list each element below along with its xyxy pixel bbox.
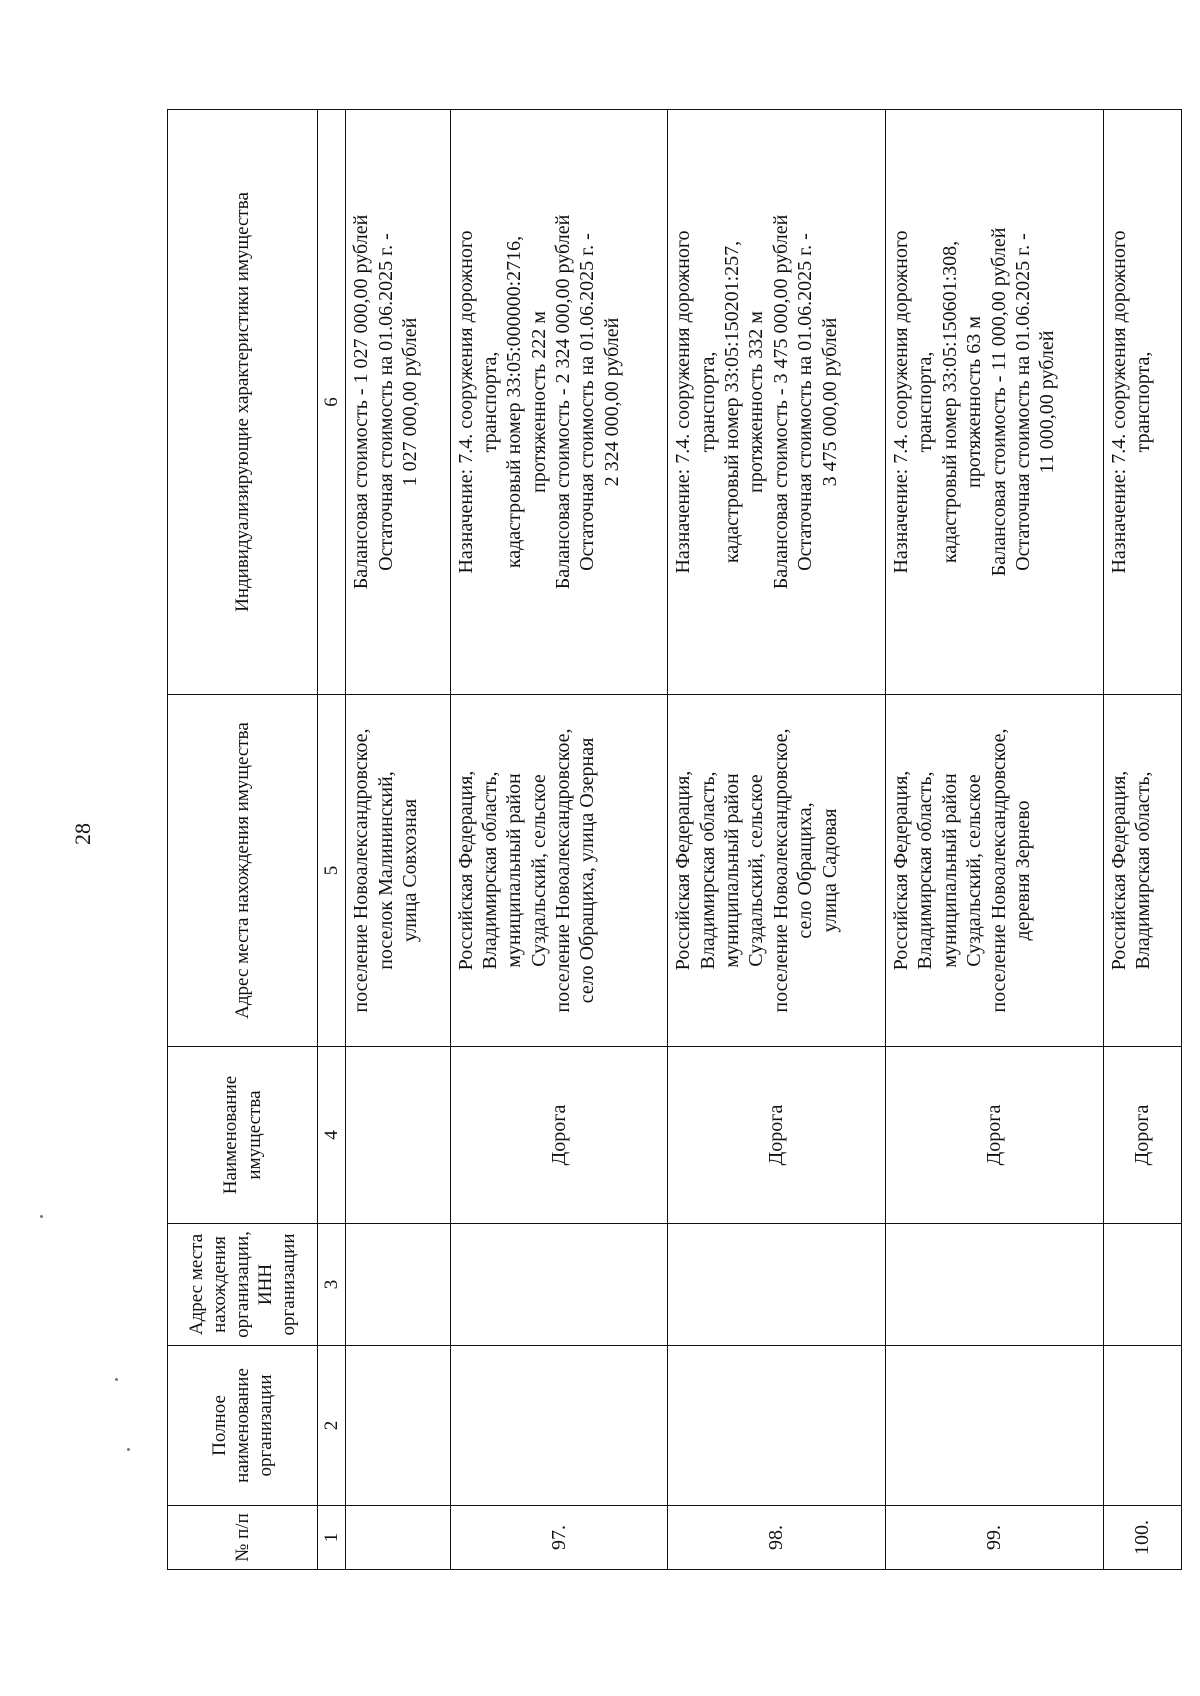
address-line: поселение Новоалександровское, — [552, 728, 575, 1013]
property-address-cell — [1103, 695, 1181, 1047]
header-property-address: Адрес места нахождения имущества — [168, 695, 318, 1047]
characteristics-line: Балансовая стоимость - 11 000,00 рублей — [987, 227, 1010, 577]
scan-speck — [127, 1448, 130, 1451]
address-line: поселок Малининский, — [374, 771, 397, 970]
column-number: 3 — [318, 1224, 346, 1346]
address-line: Суздальский, сельское — [745, 774, 768, 967]
row-number: 100. — [1103, 1506, 1181, 1570]
row-number: 97. — [450, 1506, 668, 1570]
org-address-cell — [885, 1224, 1103, 1346]
property-name-cell: Дорога — [1103, 1047, 1181, 1224]
address-line: Российская Федерация, — [1107, 770, 1130, 971]
characteristics-line: 3 475 000,00 рублей — [818, 317, 841, 487]
address-line: Владимирская область, — [914, 771, 937, 970]
characteristics-line: протяженность 222 м — [527, 311, 550, 493]
characteristics-line: 2 324 000,00 рублей — [600, 317, 623, 487]
property-address-cell — [885, 695, 1103, 1047]
characteristics-line: транспорта, — [1132, 351, 1155, 453]
scan-speck — [115, 1378, 118, 1381]
characteristics-line: Остаточная стоимость на 01.06.2025 г. - — [374, 233, 397, 571]
characteristics-cell — [885, 110, 1103, 695]
address-line: муниципальный район — [503, 773, 526, 968]
header-property-name: Наименование имущества — [168, 1047, 318, 1224]
header-org-name: Полное наименование организации — [168, 1346, 318, 1506]
property-address-cell — [346, 695, 450, 1047]
characteristics-line: Назначение: 7.4. сооружения дорожного — [1107, 230, 1130, 574]
characteristics-line: транспорта, — [478, 351, 501, 453]
address-line: Суздальский, сельское — [963, 774, 986, 967]
address-line: улица Садовая — [818, 808, 841, 933]
org-address-cell — [1103, 1224, 1181, 1346]
header-num: № п/п — [168, 1506, 318, 1570]
property-table — [167, 109, 1182, 1570]
characteristics-line: Назначение: 7.4. сооружения дорожного — [454, 230, 477, 574]
org-name-cell — [450, 1346, 668, 1506]
address-line: Владимирская область, — [478, 771, 501, 970]
address-line: село Обращиха, улица Озерная — [576, 737, 599, 1004]
characteristics-line: Остаточная стоимость на 01.06.2025 г. - — [576, 233, 599, 571]
property-name-cell — [346, 1047, 450, 1224]
property-name-cell: Дорога — [668, 1047, 886, 1224]
org-name-cell — [668, 1346, 886, 1506]
characteristics-line: Балансовая стоимость - 3 475 000,00 рублей — [769, 214, 792, 590]
org-address-cell — [668, 1224, 886, 1346]
table-row — [668, 110, 886, 1570]
address-line: поселение Новоалександровское, — [987, 728, 1010, 1013]
column-number-row — [318, 110, 346, 1570]
property-name-cell: Дорога — [450, 1047, 668, 1224]
address-line: поселение Новоалександровское, — [350, 728, 373, 1013]
scan-speck — [40, 1215, 43, 1218]
characteristics-line: кадастровый номер 33:05:150601:308, — [938, 240, 961, 564]
characteristics-line: кадастровый номер 33:05:000000:2716, — [503, 235, 526, 569]
column-number: 1 — [318, 1506, 346, 1570]
header-org-address: Адрес места нахождения организации, ИНН организации — [168, 1224, 318, 1346]
characteristics-line: Балансовая стоимость - 1 027 000,00 рублей — [350, 214, 373, 590]
table-row — [885, 110, 1103, 1570]
characteristics-line: Остаточная стоимость на 01.06.2025 г. - — [794, 233, 817, 571]
address-line: улица Совхозная — [398, 798, 421, 943]
table-row — [346, 110, 450, 1570]
page-number: 28 — [70, 823, 95, 845]
characteristics-line: 11 000,00 рублей — [1036, 330, 1059, 474]
org-name-cell — [346, 1346, 450, 1506]
characteristics-line: Назначение: 7.4. сооружения дорожного — [672, 230, 695, 574]
address-line: муниципальный район — [938, 773, 961, 968]
header-row — [168, 110, 318, 1570]
header-characteristics: Индивидуализирующие характеристики имущества — [168, 110, 318, 695]
characteristics-line: протяженность 63 м — [963, 316, 986, 488]
characteristics-line: Остаточная стоимость на 01.06.2025 г. - — [1011, 233, 1034, 571]
characteristics-cell — [450, 110, 668, 695]
address-line: Владимирская область, — [696, 771, 719, 970]
org-address-cell — [346, 1224, 450, 1346]
table-row — [450, 110, 668, 1570]
address-line: Российская Федерация, — [454, 770, 477, 971]
characteristics-cell — [346, 110, 450, 695]
address-line: село Обращиха, — [794, 802, 817, 939]
characteristics-line: транспорта, — [696, 351, 719, 453]
property-table-container — [167, 110, 1182, 1570]
address-line: поселение Новоалександровское, — [769, 728, 792, 1013]
address-line: Владимирская область, — [1132, 771, 1155, 970]
row-number — [346, 1506, 450, 1570]
characteristics-line: 1 027 000,00 рублей — [398, 317, 421, 487]
characteristics-cell — [668, 110, 886, 695]
org-name-cell — [1103, 1346, 1181, 1506]
address-line: деревня Зернево — [1011, 800, 1034, 941]
property-name-cell: Дорога — [885, 1047, 1103, 1224]
characteristics-line: кадастровый номер 33:05:150201:257, — [721, 240, 744, 564]
property-address-cell — [668, 695, 886, 1047]
row-number: 98. — [668, 1506, 886, 1570]
column-number: 6 — [318, 110, 346, 695]
address-line: муниципальный район — [721, 773, 744, 968]
characteristics-cell — [1103, 110, 1181, 695]
column-number: 4 — [318, 1047, 346, 1224]
address-line: Российская Федерация, — [889, 770, 912, 971]
characteristics-line: транспорта, — [914, 351, 937, 453]
characteristics-line: протяженность 332 м — [745, 311, 768, 493]
org-address-cell — [450, 1224, 668, 1346]
characteristics-line: Балансовая стоимость - 2 324 000,00 рублей — [552, 214, 575, 590]
characteristics-line: Назначение: 7.4. сооружения дорожного — [889, 230, 912, 574]
row-number: 99. — [885, 1506, 1103, 1570]
table-row — [1103, 110, 1181, 1570]
property-address-cell — [450, 695, 668, 1047]
address-line: Суздальский, сельское — [527, 774, 550, 967]
address-line: Российская Федерация, — [672, 770, 695, 971]
org-name-cell — [885, 1346, 1103, 1506]
column-number: 5 — [318, 695, 346, 1047]
column-number: 2 — [318, 1346, 346, 1506]
